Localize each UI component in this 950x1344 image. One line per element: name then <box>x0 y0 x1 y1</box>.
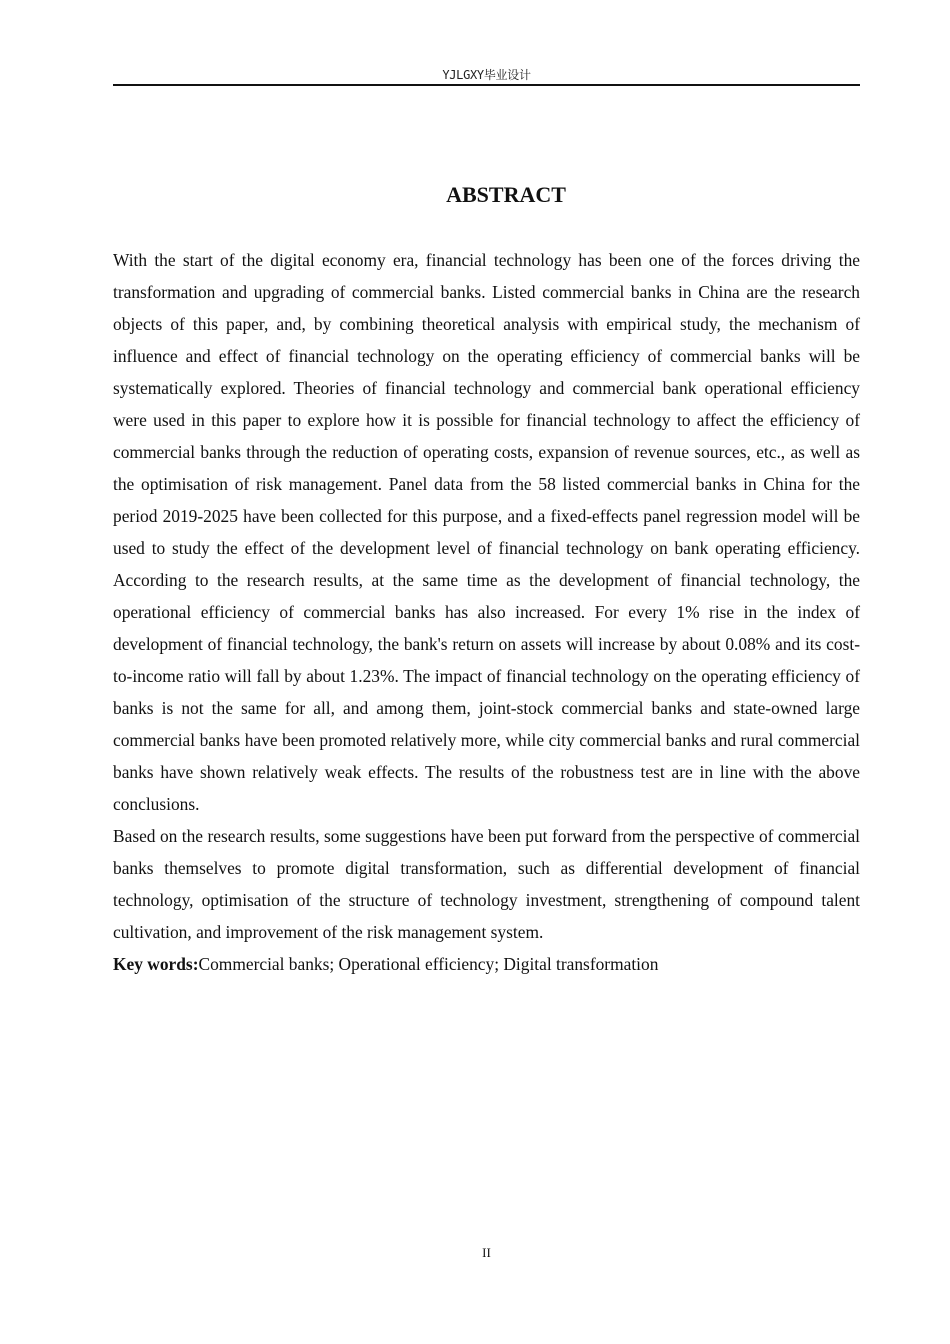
keywords-text: Commercial banks; Operational efficiency; Digital transformation <box>198 954 659 974</box>
page-number: II <box>482 1245 491 1260</box>
keywords-line <box>113 948 860 980</box>
running-header: YJLGXY毕业设计 <box>442 68 531 82</box>
abstract-body <box>113 244 860 980</box>
abstract-title: ABSTRACT <box>446 182 566 207</box>
keywords-label: Key words: <box>113 954 199 974</box>
header-rule <box>113 84 860 86</box>
abstract-paragraph-2: Based on the research results, some suggestions have been put forward from the perspective of commercial banks themselves to promote digital transformation, such as differential development of financial technology, optimisation of the structure of technology investment, strengthening of compound talent cultivation, and improvement of the risk management system. <box>113 826 860 942</box>
abstract-paragraph-1: With the start of the digital economy era, financial technology has been one of the forces driving the transformation and upgrading of commercial banks. Listed commercial banks in China are the research objects of this paper, and, by combining theoretical analysis with empirical study, the mechanism of influence and effect of financial technology on the operating efficiency of commercial banks will be systematically explored. Theories of financial technology and commercial bank operational efficiency were used in this paper to explore how it is possible for financial technology to affect the efficiency of commercial banks through the reduction of operating costs, expansion of revenue sources, etc., as well as the optimisation of risk management. Panel data from the 58 listed commercial banks in China for the period 2019-2025 have been collected for this purpose, and a fixed-effects panel regression model will be used to study the effect of the development level of financial technology on bank operating efficiency. According to the research results, at the same time as the development of financial technology, the operational efficiency of commercial banks has also increased. For every 1% rise in the index of development of financial technology, the bank's return on assets will increase by about 0.08% and its cost-to-income ratio will fall by about 1.23%. The impact of financial technology on the operating efficiency of banks is not the same for all, and among them, joint-stock commercial banks and state-owned large commercial banks have been promoted relatively more, while city commercial banks and rural commercial banks have shown relatively weak effects. The results of the robustness test are in line with the above conclusions. <box>113 250 860 814</box>
